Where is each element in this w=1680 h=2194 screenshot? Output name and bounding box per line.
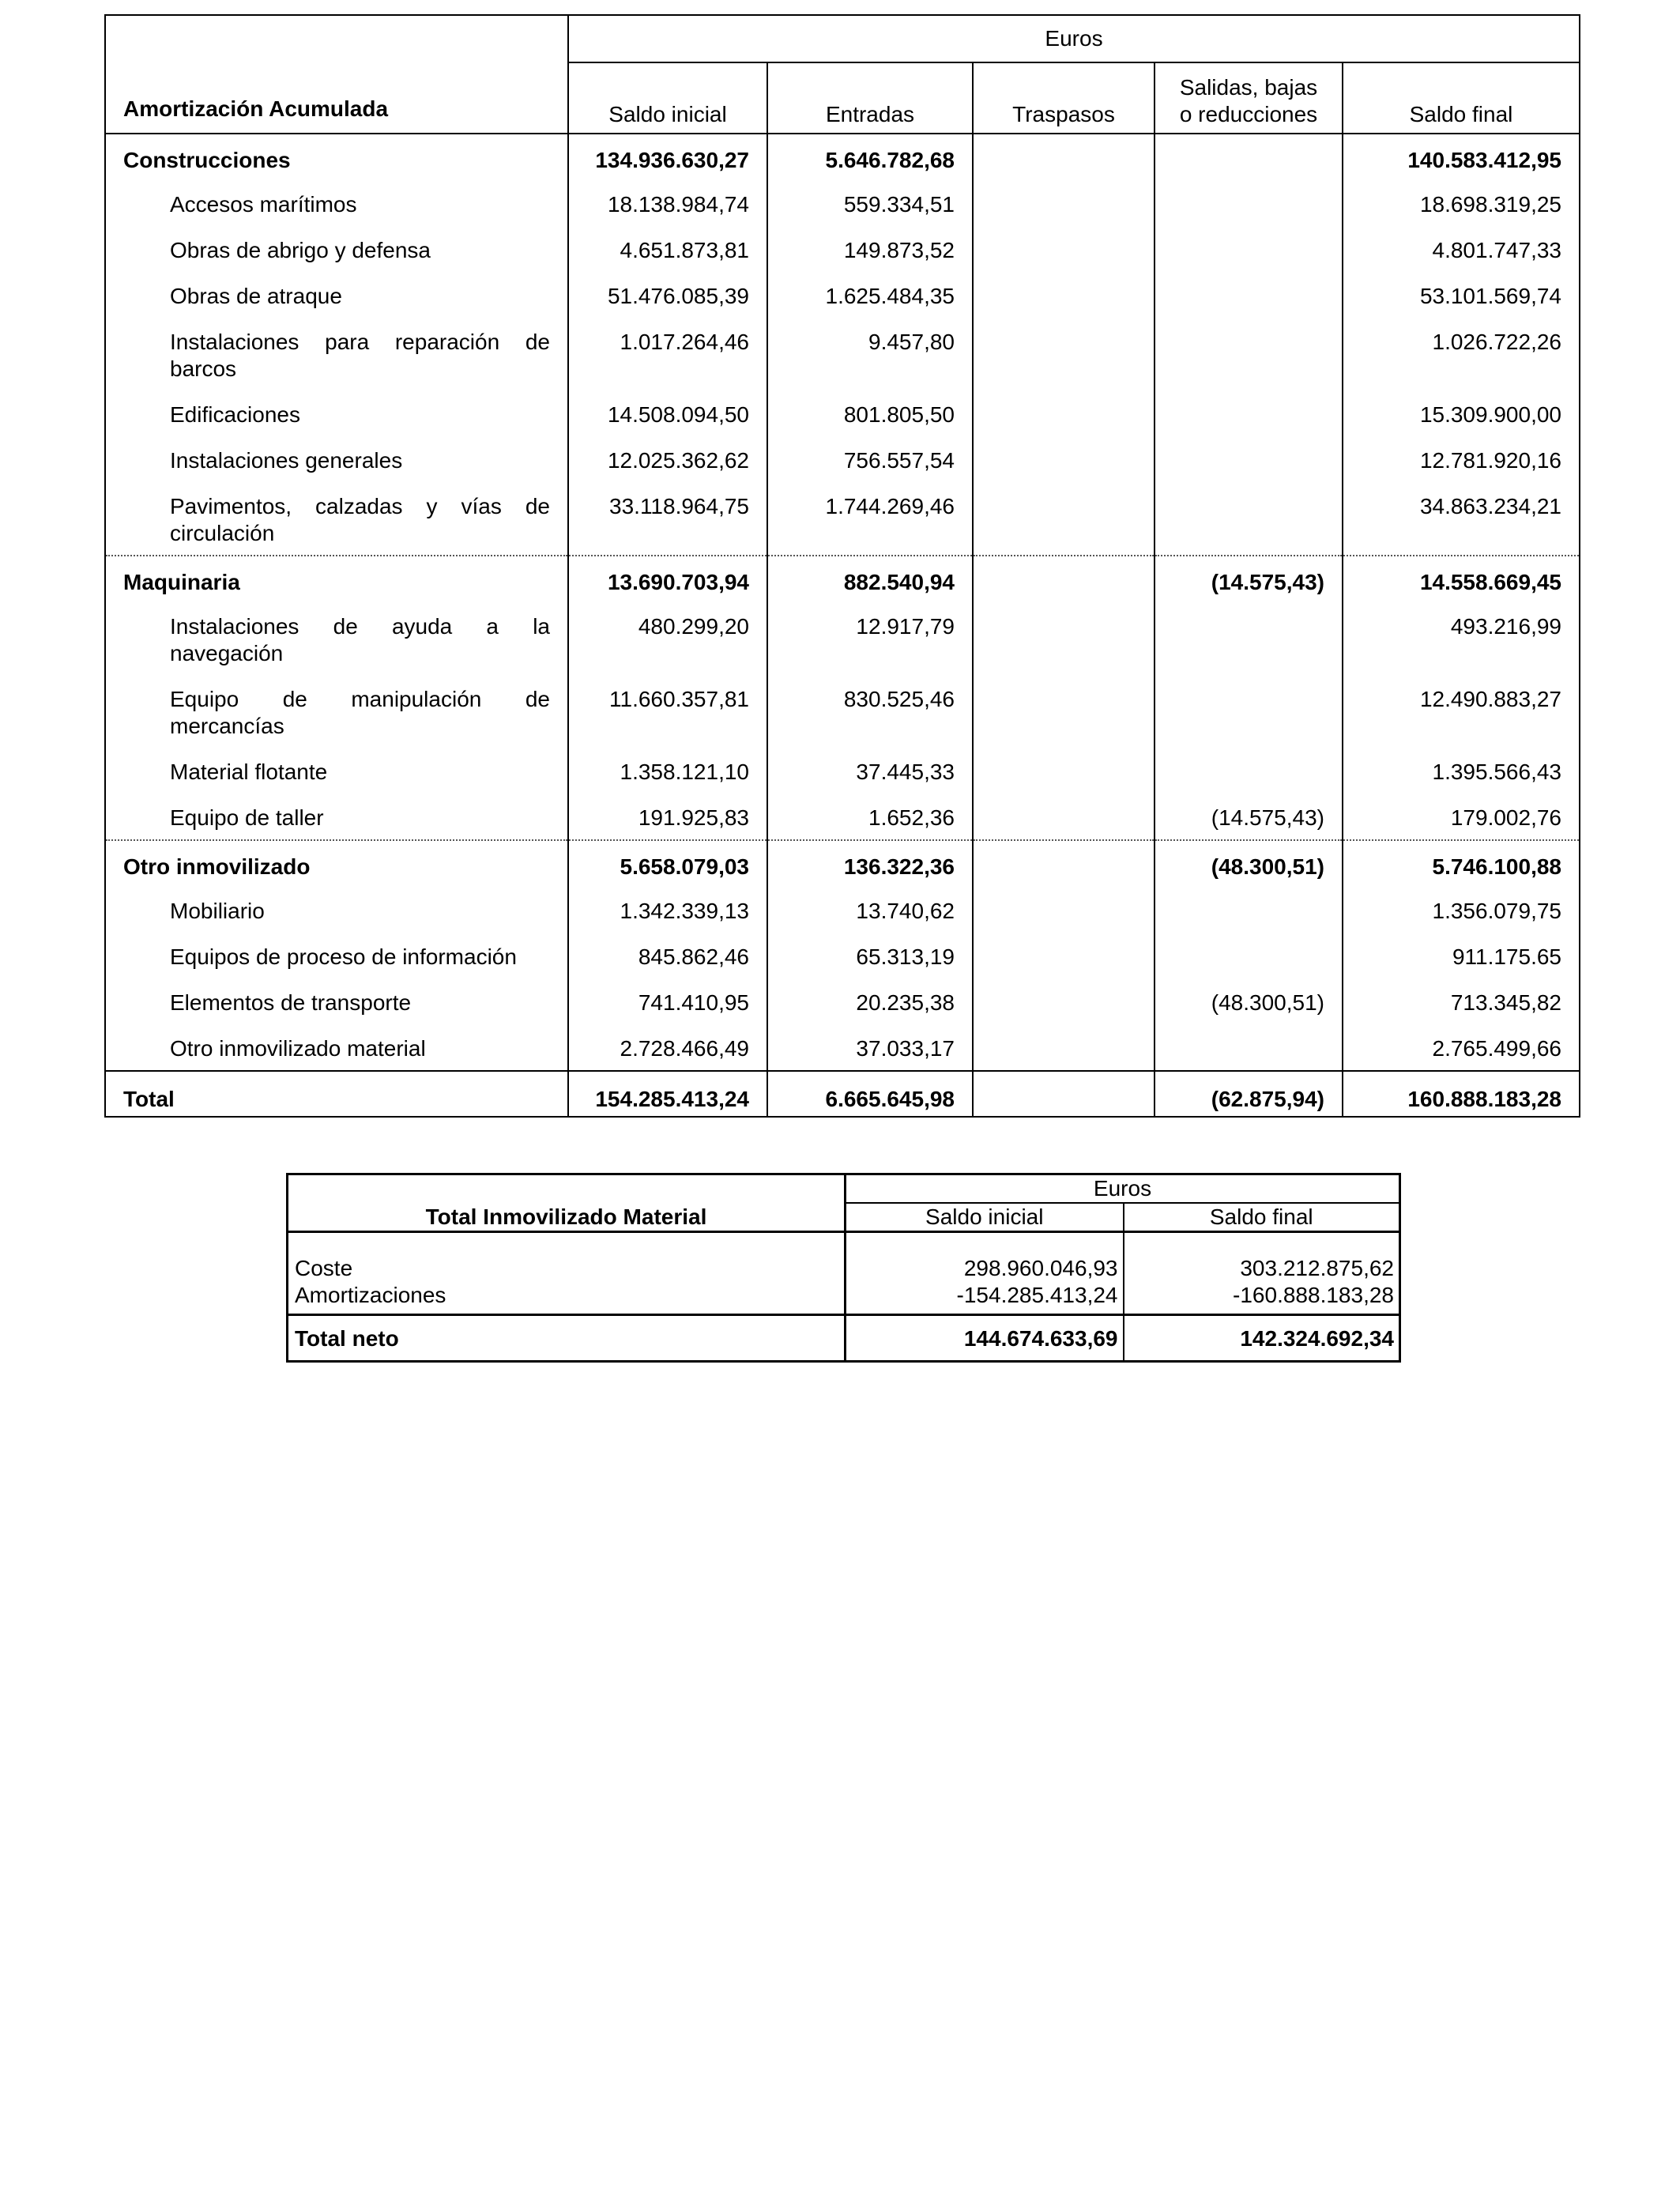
value-cell bbox=[1155, 134, 1343, 180]
item-row bbox=[105, 1024, 1580, 1071]
item-label: Otro inmovilizado material bbox=[105, 1024, 568, 1071]
value-cell bbox=[1155, 272, 1343, 318]
value-cell: 493.216,99 bbox=[1343, 602, 1580, 675]
group-row bbox=[105, 556, 1580, 602]
value-cell bbox=[1155, 933, 1343, 978]
value-cell: 5.746.100,88 bbox=[1343, 840, 1580, 887]
value-cell: 882.540,94 bbox=[767, 556, 973, 602]
value-cell: 53.101.569,74 bbox=[1343, 272, 1580, 318]
value-cell: (48.300,51) bbox=[1155, 840, 1343, 887]
value-cell: 13.740,62 bbox=[767, 887, 973, 933]
value-cell bbox=[973, 748, 1155, 794]
value-cell: 51.476.085,39 bbox=[568, 272, 767, 318]
value-cell: 37.445,33 bbox=[767, 748, 973, 794]
item-label: Instalaciones generales bbox=[170, 448, 403, 473]
value-cell: 154.285.413,24 bbox=[568, 1071, 767, 1117]
item-label: Accesos marítimos bbox=[170, 192, 357, 217]
value-cell: 14.508.094,50 bbox=[568, 390, 767, 436]
value-cell: 5.646.782,68 bbox=[767, 134, 973, 180]
value-cell bbox=[1155, 180, 1343, 226]
value-cell bbox=[973, 556, 1155, 602]
col-entradas: Entradas bbox=[767, 62, 973, 134]
col-traspasos: Traspasos bbox=[973, 62, 1155, 134]
value-cell: 801.805,50 bbox=[767, 390, 973, 436]
summary-total-cell: 142.324.692,34 bbox=[1240, 1326, 1394, 1351]
value-cell bbox=[1155, 675, 1343, 748]
summary-col-saldo-inicial: Saldo inicial bbox=[846, 1203, 1124, 1232]
item-row bbox=[105, 602, 1580, 675]
value-cell: 9.457,80 bbox=[767, 318, 973, 390]
amortizacion-body bbox=[105, 134, 1580, 1117]
value-cell: 480.299,20 bbox=[568, 602, 767, 675]
value-cell: 5.658.079,03 bbox=[568, 840, 767, 887]
value-cell: 911.175.65 bbox=[1343, 933, 1580, 978]
summary-row-label: Coste bbox=[288, 1232, 846, 1283]
group-label: Total bbox=[123, 1087, 175, 1111]
item-label: Edificaciones bbox=[170, 402, 300, 427]
value-cell bbox=[973, 1024, 1155, 1071]
item-row bbox=[105, 226, 1580, 272]
item-row bbox=[105, 390, 1580, 436]
value-cell: 34.863.234,21 bbox=[1343, 482, 1580, 556]
value-cell bbox=[973, 436, 1155, 482]
value-cell: 1.356.079,75 bbox=[1343, 887, 1580, 933]
item-row bbox=[105, 748, 1580, 794]
summary-row-total bbox=[288, 1315, 1400, 1362]
value-cell: 559.334,51 bbox=[767, 180, 973, 226]
value-cell: (48.300,51) bbox=[1155, 978, 1343, 1024]
value-cell: 1.342.339,13 bbox=[568, 887, 767, 933]
value-cell: (14.575,43) bbox=[1155, 556, 1343, 602]
value-cell: 191.925,83 bbox=[568, 794, 767, 840]
value-cell bbox=[973, 318, 1155, 390]
value-cell bbox=[1155, 226, 1343, 272]
col-salidas: Salidas, bajas o reducciones bbox=[1155, 62, 1343, 134]
group-label: Maquinaria bbox=[123, 570, 240, 594]
item-row bbox=[105, 180, 1580, 226]
value-cell: 14.558.669,45 bbox=[1343, 556, 1580, 602]
value-cell: 136.322,36 bbox=[767, 840, 973, 887]
value-cell: 179.002,76 bbox=[1343, 794, 1580, 840]
summary-cell: 303.212.875,62 bbox=[1240, 1256, 1394, 1280]
summary-total-cell: 144.674.633,69 bbox=[846, 1315, 1124, 1362]
value-cell bbox=[973, 390, 1155, 436]
item-label: Instalaciones de ayuda a la navegación bbox=[170, 614, 550, 665]
summary-currency-header: Euros bbox=[846, 1174, 1400, 1204]
value-cell bbox=[1155, 602, 1343, 675]
value-cell: 15.309.900,00 bbox=[1343, 390, 1580, 436]
value-cell bbox=[973, 134, 1155, 180]
item-label: Equipo de manipulación de mercancías bbox=[170, 687, 550, 738]
value-cell bbox=[1155, 1024, 1343, 1071]
value-cell bbox=[973, 602, 1155, 675]
value-cell bbox=[973, 933, 1155, 978]
value-cell: 18.698.319,25 bbox=[1343, 180, 1580, 226]
value-cell bbox=[1155, 390, 1343, 436]
summary-total-label: Total neto bbox=[288, 1315, 846, 1362]
value-cell: 37.033,17 bbox=[767, 1024, 973, 1071]
value-cell: 1.358.121,10 bbox=[568, 748, 767, 794]
item-row bbox=[105, 794, 1580, 840]
item-label: Obras de atraque bbox=[170, 284, 342, 308]
value-cell: 2.765.499,66 bbox=[1343, 1024, 1580, 1071]
item-label: Equipo de taller bbox=[105, 794, 568, 840]
group-row bbox=[105, 134, 1580, 180]
item-label: Material flotante bbox=[170, 760, 328, 784]
value-cell: 160.888.183,28 bbox=[1343, 1071, 1580, 1117]
summary-row-amortizaciones bbox=[288, 1282, 1400, 1315]
value-cell: 1.017.264,46 bbox=[568, 318, 767, 390]
value-cell: 2.728.466,49 bbox=[568, 1024, 767, 1071]
value-cell: 65.313,19 bbox=[767, 933, 973, 978]
value-cell bbox=[1155, 318, 1343, 390]
value-cell bbox=[1155, 748, 1343, 794]
summary-cell: -154.285.413,24 bbox=[846, 1282, 1124, 1315]
value-cell bbox=[973, 1071, 1155, 1117]
summary-col-saldo-final: Saldo final bbox=[1124, 1203, 1400, 1232]
value-cell: 12.917,79 bbox=[767, 602, 973, 675]
value-cell: 134.936.630,27 bbox=[568, 134, 767, 180]
summary-cell: 298.960.046,93 bbox=[846, 1232, 1124, 1283]
value-cell bbox=[973, 887, 1155, 933]
value-cell: 13.690.703,94 bbox=[568, 556, 767, 602]
value-cell: 12.490.883,27 bbox=[1343, 675, 1580, 748]
value-cell: (62.875,94) bbox=[1155, 1071, 1343, 1117]
value-cell: 6.665.645,98 bbox=[767, 1071, 973, 1117]
item-label: Mobiliario bbox=[170, 899, 265, 923]
item-row bbox=[105, 887, 1580, 933]
summary-table bbox=[286, 1173, 1401, 1363]
value-cell bbox=[973, 794, 1155, 840]
item-row bbox=[105, 482, 1580, 556]
value-cell: 12.025.362,62 bbox=[568, 436, 767, 482]
summary-row-label: Amortizaciones bbox=[288, 1282, 846, 1315]
group-label: Construcciones bbox=[123, 148, 291, 172]
value-cell: 1.625.484,35 bbox=[767, 272, 973, 318]
table-title: Amortización Acumulada bbox=[105, 15, 568, 134]
value-cell: 1.652,36 bbox=[767, 794, 973, 840]
amortizacion-table bbox=[104, 14, 1580, 1118]
item-row bbox=[105, 675, 1580, 748]
group-label: Otro inmovilizado bbox=[123, 854, 311, 879]
value-cell: 12.781.920,16 bbox=[1343, 436, 1580, 482]
item-row bbox=[105, 978, 1580, 1024]
value-cell bbox=[973, 675, 1155, 748]
value-cell: 18.138.984,74 bbox=[568, 180, 767, 226]
item-row bbox=[105, 318, 1580, 390]
item-label: Pavimentos, calzadas y vías de circulación bbox=[105, 482, 568, 556]
value-cell: 4.801.747,33 bbox=[1343, 226, 1580, 272]
item-row bbox=[105, 272, 1580, 318]
summary-cell: -160.888.183,28 bbox=[1124, 1282, 1400, 1315]
item-label: Obras de abrigo y defensa bbox=[170, 238, 431, 262]
value-cell: 713.345,82 bbox=[1343, 978, 1580, 1024]
value-cell: 1.395.566,43 bbox=[1343, 748, 1580, 794]
value-cell: 11.660.357,81 bbox=[568, 675, 767, 748]
value-cell bbox=[973, 180, 1155, 226]
value-cell bbox=[1155, 482, 1343, 556]
value-cell: 140.583.412,95 bbox=[1343, 134, 1580, 180]
summary-row-coste bbox=[288, 1232, 1400, 1283]
value-cell bbox=[973, 978, 1155, 1024]
value-cell: 149.873,52 bbox=[767, 226, 973, 272]
value-cell: 20.235,38 bbox=[767, 978, 973, 1024]
item-row bbox=[105, 933, 1580, 978]
group-row bbox=[105, 840, 1580, 887]
value-cell: 845.862,46 bbox=[568, 933, 767, 978]
total-row bbox=[105, 1071, 1580, 1117]
summary-title: Total Inmovilizado Material bbox=[288, 1174, 846, 1232]
value-cell: 4.651.873,81 bbox=[568, 226, 767, 272]
item-label: Equipos de proceso de información bbox=[170, 944, 517, 969]
col-saldo-inicial: Saldo inicial bbox=[568, 62, 767, 134]
value-cell: 33.118.964,75 bbox=[568, 482, 767, 556]
col-saldo-final: Saldo final bbox=[1343, 62, 1580, 134]
value-cell bbox=[973, 840, 1155, 887]
value-cell: (14.575,43) bbox=[1155, 794, 1343, 840]
currency-header: Euros bbox=[568, 15, 1580, 62]
item-label: Instalaciones para reparación de barcos bbox=[170, 330, 550, 381]
value-cell bbox=[973, 482, 1155, 556]
value-cell bbox=[1155, 436, 1343, 482]
value-cell bbox=[1155, 887, 1343, 933]
item-label: Elementos de transporte bbox=[170, 990, 412, 1015]
value-cell: 1.026.722,26 bbox=[1343, 318, 1580, 390]
item-row bbox=[105, 436, 1580, 482]
value-cell: 756.557,54 bbox=[767, 436, 973, 482]
value-cell: 830.525,46 bbox=[767, 675, 973, 748]
value-cell bbox=[973, 272, 1155, 318]
value-cell bbox=[973, 226, 1155, 272]
value-cell: 741.410,95 bbox=[568, 978, 767, 1024]
value-cell: 1.744.269,46 bbox=[767, 482, 973, 556]
